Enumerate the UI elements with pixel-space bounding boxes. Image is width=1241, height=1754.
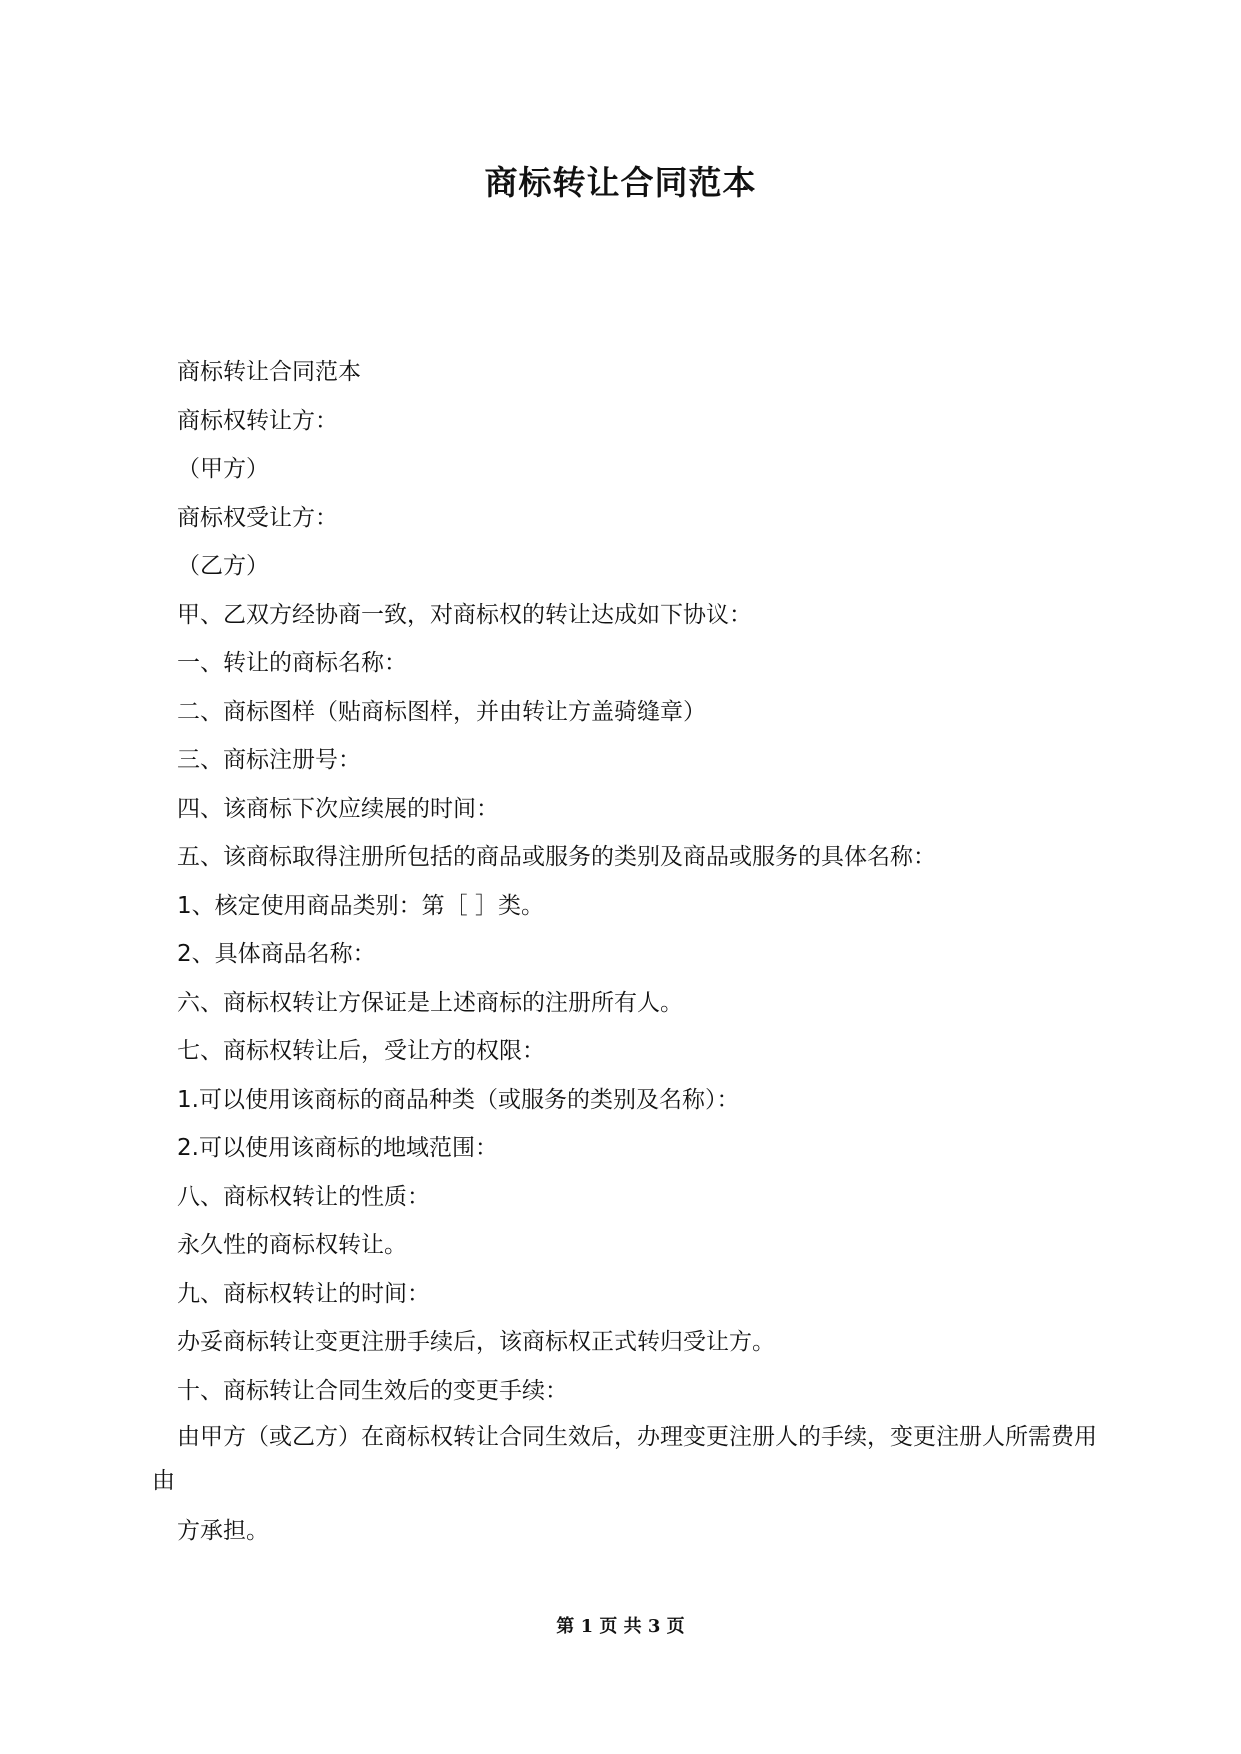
paragraph: 七、商标权转让后，受让方的权限： xyxy=(177,1038,545,1064)
paragraph: 商标转让合同范本 xyxy=(177,359,361,385)
paragraph: 1.可以使用该商标的商品种类（或服务的类别及名称）： xyxy=(177,1086,740,1113)
document-body xyxy=(152,348,1100,1556)
page-number: 第 1 页 共 3 页 xyxy=(556,1616,685,1637)
paragraph: 由甲方（或乙方）在商标权转让合同生效后，办理变更注册人的手续，变更注册人所需费用由 xyxy=(152,1424,1097,1494)
paragraph: 九、商标权转让的时间： xyxy=(177,1280,430,1307)
paragraph: 甲、乙双方经协商一致，对商标权的转让达成如下协议： xyxy=(177,601,752,628)
paragraph: 商标权受让方： xyxy=(177,504,338,531)
paragraph: 五、该商标取得注册所包括的商品或服务的类别及商品或服务的具体名称： xyxy=(177,844,936,870)
paragraph: 三、商标注册号： xyxy=(177,747,361,773)
paragraph: （乙方） xyxy=(177,553,269,579)
paragraph: 二、商标图样（贴商标图样，并由转让方盖骑缝章） xyxy=(177,698,706,725)
paragraph: 六、商标权转让方保证是上述商标的注册所有人。 xyxy=(177,989,683,1016)
paragraph: 1、核定使用商品类别：第［ ］类。 xyxy=(177,892,544,919)
document-title: 商标转让合同范本 xyxy=(484,163,757,202)
paragraph: 一、转让的商标名称： xyxy=(177,650,407,676)
paragraph: （甲方） xyxy=(177,456,269,482)
paragraph: 方承担。 xyxy=(177,1518,269,1544)
paragraph: 永久性的商标权转让。 xyxy=(177,1232,407,1258)
paragraph: 2、具体商品名称： xyxy=(177,941,376,967)
paragraph: 十、商标转让合同生效后的变更手续： xyxy=(177,1377,568,1404)
paragraph: 八、商标权转让的性质： xyxy=(177,1183,430,1210)
paragraph: 办妥商标转让变更注册手续后，该商标权正式转归受让方。 xyxy=(177,1329,775,1355)
paragraph: 商标权转让方： xyxy=(177,407,338,434)
paragraph: 2.可以使用该商标的地域范围： xyxy=(177,1135,498,1161)
paragraph: 四、该商标下次应续展的时间： xyxy=(177,795,499,822)
